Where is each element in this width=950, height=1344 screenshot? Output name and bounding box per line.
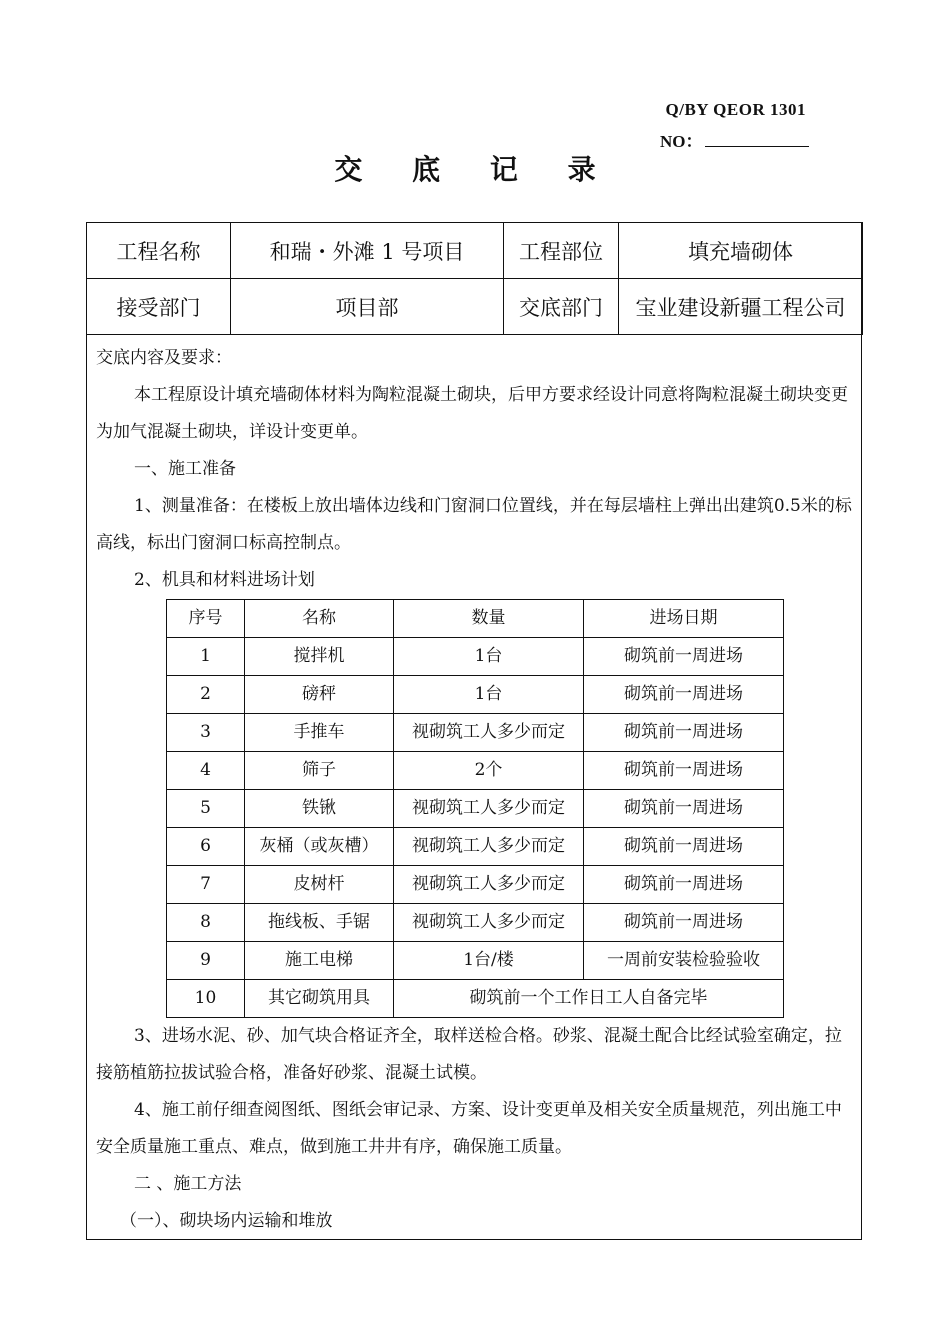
issuer-value: 宝业建设新疆工程公司 [619,279,863,335]
table-cell: 砌筑前一周进场 [584,676,784,714]
table-cell: 视砌筑工人多少而定 [394,790,584,828]
table-row [167,942,784,980]
table-cell: 砌筑前一个工作日工人自备完毕 [394,980,784,1018]
table-cell: 1 [167,638,245,676]
column-header: 进场日期 [584,600,784,638]
subsection-1-heading: （一）、砌块场内运输和堆放 [120,1211,333,1231]
receiver-label: 接受部门 [87,279,231,335]
no-blank-line [705,132,809,147]
table-row [167,638,784,676]
table-cell: 拖线板、手锯 [245,904,394,942]
table-cell: 2 [167,676,245,714]
table-cell: 视砌筑工人多少而定 [394,714,584,752]
item-1-paragraph: 1、测量准备：在楼板上放出墙体边线和门窗洞口位置线，并在每层墙柱上弹出出建筑0.5米的标高线，标出门窗洞口标高控制点。 [96,496,852,553]
header-row-1 [87,223,863,279]
table-cell: 3 [167,714,245,752]
table-cell: 手推车 [245,714,394,752]
table-row [167,828,784,866]
table-cell: 10 [167,980,245,1018]
equipment-table-header [167,600,784,638]
table-row [167,714,784,752]
table-cell: 砌筑前一周进场 [584,752,784,790]
table-cell: 1台 [394,638,584,676]
table-cell: 搅拌机 [245,638,394,676]
receiver-value: 项目部 [231,279,504,335]
document-code: Q/BY QEOR 1301 [665,100,806,119]
table-cell: 视砌筑工人多少而定 [394,828,584,866]
column-header: 名称 [245,600,394,638]
table-cell: 5 [167,790,245,828]
content-body [96,340,856,1240]
section-2-heading: 二 、施工方法 [134,1174,242,1194]
table-cell: 砌筑前一周进场 [584,638,784,676]
table-cell: 7 [167,866,245,904]
table-cell: 皮树杆 [245,866,394,904]
table-row [167,980,784,1018]
no-label: NO： [660,132,703,151]
table-row [167,676,784,714]
header-table [86,222,863,335]
table-cell: 9 [167,942,245,980]
project-name-value: 和瑞・外滩 1 号项目 [231,223,504,279]
table-cell: 磅秤 [245,676,394,714]
table-cell: 灰桶（或灰槽） [245,828,394,866]
table-cell: 砌筑前一周进场 [584,790,784,828]
header-row-2 [87,279,863,335]
table-cell: 其它砌筑用具 [245,980,394,1018]
table-cell: 视砌筑工人多少而定 [394,904,584,942]
table-row [167,866,784,904]
section-1-heading: 一、施工准备 [134,459,236,479]
table-cell: 1台/楼 [394,942,584,980]
table-row [167,752,784,790]
content-heading: 交底内容及要求： [96,348,232,368]
table-cell: 筛子 [245,752,394,790]
item-3-paragraph: 3、进场水泥、砂、加气块合格证齐全，取样送检合格。砂浆、混凝土配合比经试验室确定，拉接筋植筋拉拔试验合格，准备好砂浆、混凝土试模。 [96,1026,842,1083]
table-row [167,790,784,828]
column-header: 数量 [394,600,584,638]
table-cell: 砌筑前一周进场 [584,866,784,904]
project-name-label: 工程名称 [87,223,231,279]
item-4-paragraph: 4、施工前仔细查阅图纸、图纸会审记录、方案、设计变更单及相关安全质量规范，列出施工中安全质量施工重点、难点，做到施工井井有序，确保施工质量。 [96,1100,842,1157]
table-cell: 8 [167,904,245,942]
table-cell: 6 [167,828,245,866]
table-cell: 砌筑前一周进场 [584,904,784,942]
table-cell: 4 [167,752,245,790]
table-cell: 1台 [394,676,584,714]
project-part-label: 工程部位 [504,223,619,279]
item-2-paragraph: 2、机具和材料进场计划 [134,570,315,590]
page-title: 交 底 记 录 [334,153,616,186]
table-cell: 铁锹 [245,790,394,828]
project-part-value: 填充墙砌体 [619,223,863,279]
table-row [167,904,784,942]
table-cell: 施工电梯 [245,942,394,980]
column-header: 序号 [167,600,245,638]
table-cell: 一周前安装检验验收 [584,942,784,980]
table-cell: 2个 [394,752,584,790]
issuer-label: 交底部门 [504,279,619,335]
table-cell: 视砌筑工人多少而定 [394,866,584,904]
equipment-table [166,599,784,1018]
intro-paragraph: 本工程原设计填充墙砌体材料为陶粒混凝土砌块，后甲方要求经设计同意将陶粒混凝土砌块变更为加气混凝土砌块，详设计变更单。 [96,385,848,442]
table-cell: 砌筑前一周进场 [584,714,784,752]
table-cell: 砌筑前一周进场 [584,828,784,866]
